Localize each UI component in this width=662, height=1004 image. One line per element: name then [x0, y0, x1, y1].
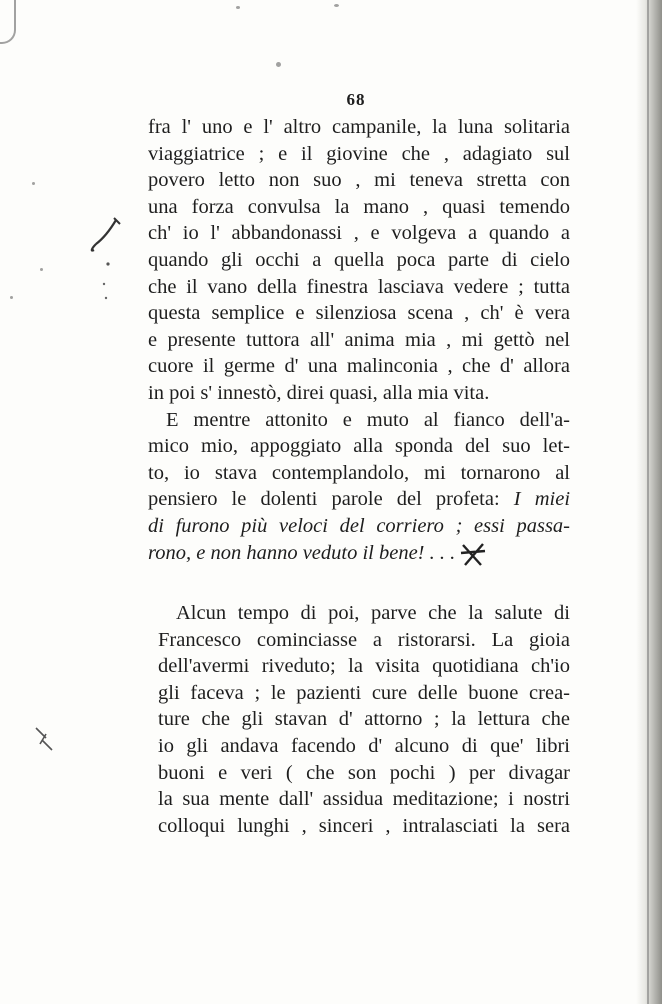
speck: [40, 268, 43, 271]
text-line: io gli andava facendo d' alcuno di que' libri: [158, 734, 570, 757]
text-line-italic-last: [148, 540, 570, 567]
text-line: povero letto non suo , mi teneva stretta con: [148, 169, 570, 192]
text-block-lower: [158, 600, 570, 839]
text-line: E mentre attonito e muto al fianco dell'a-: [166, 408, 570, 431]
text-line: quando gli occhi a quella poca parte di cielo: [148, 248, 570, 271]
text-block-upper: [148, 114, 570, 566]
margin-scribble-icon: [30, 720, 60, 760]
text-line: questa semplice e silenziosa scena , ch' è vera: [148, 302, 570, 325]
text-line: ch' io l' abbandonassi , e volgeva a quando a: [148, 222, 570, 245]
text-italic: rono, e non hanno veduto il bene! . . .: [148, 541, 456, 564]
text-line: fra l' uno e l' altro campanile, la luna solitaria: [148, 116, 570, 138]
page-corner-mark: [0, 0, 16, 44]
text-line: la sua mente dall' assidua meditazione; i nostri: [158, 788, 570, 811]
speck: [10, 296, 13, 299]
speck: [276, 62, 281, 67]
text-line: in poi s' innestò, direi quasi, alla mia vita.: [148, 381, 490, 404]
page-number: 68: [346, 90, 366, 109]
text-line: mico mio, appoggiato alla sponda del suo let-: [148, 435, 570, 458]
text-line: to, io stava contemplandolo, mi tornarono al: [148, 461, 570, 484]
text-line-italic: di furono più veloci del corriero ; essi passa-: [148, 514, 570, 537]
speck: [32, 182, 35, 185]
page-binding-line: [647, 0, 649, 1004]
text-roman: pensiero le dolenti parole del profeta:: [148, 488, 500, 511]
speck: [236, 6, 240, 9]
text-line: Alcun tempo di poi, parve che la salute di: [176, 602, 570, 624]
text-line: e presente tuttora all' anima mia , mi gettò nel: [148, 328, 570, 351]
text-line: dell'avermi riveduto; la visita quotidiana ch'io: [158, 655, 570, 678]
page-binding-edge: [636, 0, 662, 1004]
text-italic: I miei: [513, 488, 571, 511]
text-line: buoni e veri ( che son pochi ) per divagar: [158, 761, 570, 784]
text-line: viaggiatrice ; e il giovine che , adagiato sul: [148, 142, 570, 165]
text-line: ture che gli stavan d' attorno ; la lettura che: [158, 708, 570, 731]
text-line: colloqui lunghi , sinceri , intralasciati la sera: [158, 814, 570, 837]
text-line: cuore il germe d' una malinconia , che d' allora: [148, 355, 570, 378]
text-line: Francesco cominciasse a ristorarsi. La gioia: [158, 628, 570, 651]
text-line: gli faceva ; le pazienti cure delle buone crea-: [158, 681, 570, 704]
text-line: una forza convulsa la mano , quasi temendo: [148, 195, 570, 218]
speck: [334, 4, 339, 7]
handwritten-cross-icon: [459, 541, 485, 567]
text-line-mixed: [148, 486, 570, 513]
margin-scribble-icon: [86, 214, 126, 304]
text-line: che il vano della finestra lasciava vedere ; tutta: [148, 275, 570, 298]
